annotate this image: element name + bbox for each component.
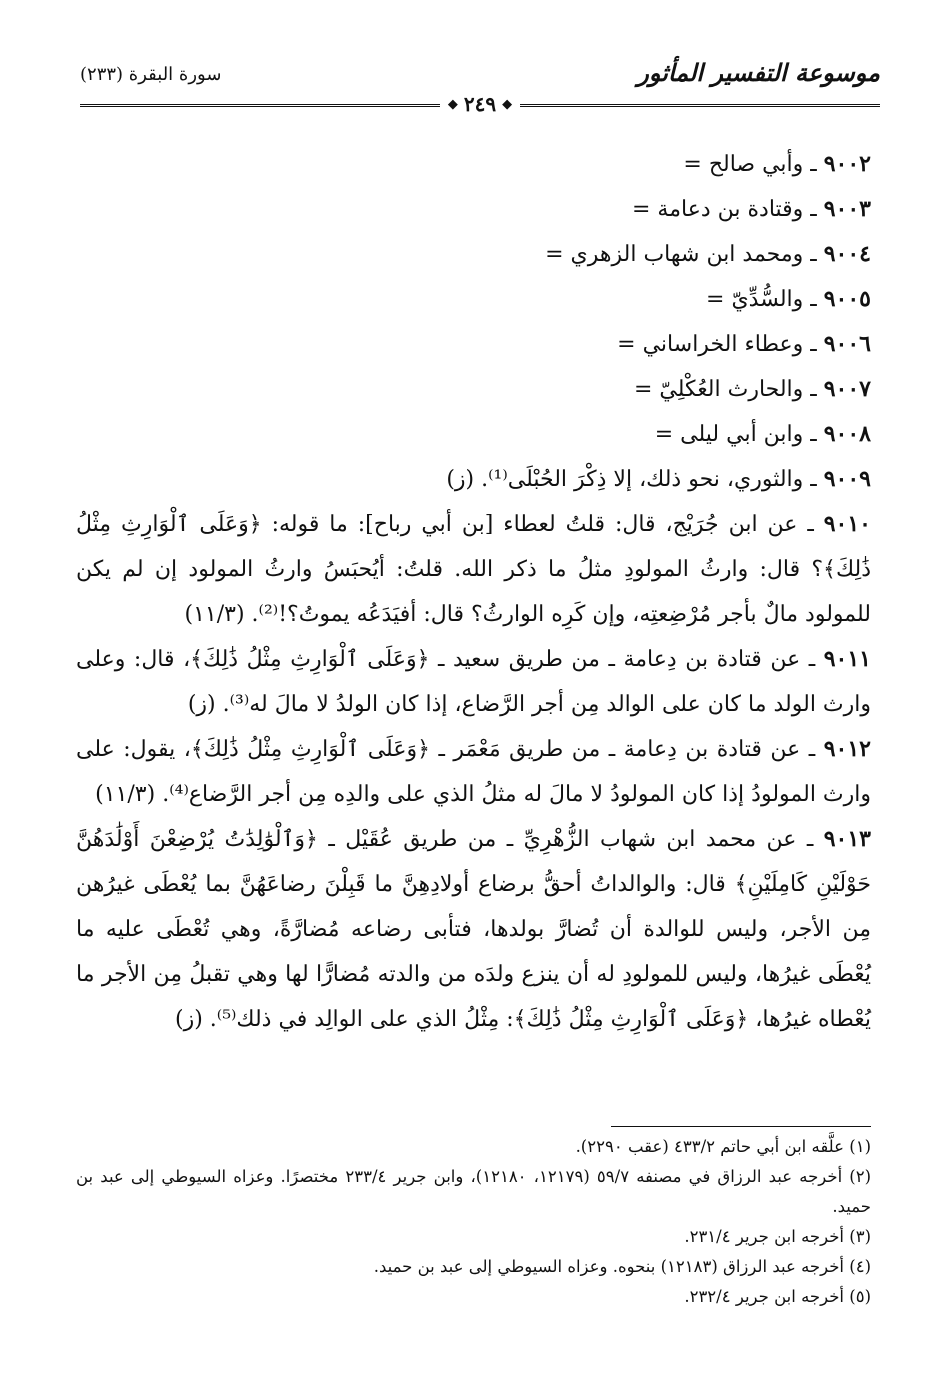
entry-text: ـ والحارث العُكْلِيّ = xyxy=(634,377,824,402)
ornament-left-icon: ◆ xyxy=(447,96,458,112)
page-number: ٢٤٩ xyxy=(463,92,497,116)
page-number-wrap xyxy=(80,94,880,114)
entry xyxy=(76,817,871,1042)
footnote: (١) علَّقه ابن أبي حاتم ٤٣٣/٢ (عقب ٢٢٩٠). xyxy=(575,1137,871,1156)
entry-text: ـ وابن أبي ليلى = xyxy=(654,422,824,447)
entry-number: ٩٠٠٣ xyxy=(823,196,871,222)
footnote: (٥) أخرجه ابن جرير ٢٣٢/٤. xyxy=(684,1287,871,1306)
footnote: (٣) أخرجه ابن جرير ٢٣١/٤. xyxy=(684,1227,871,1246)
entry-number: ٩٠٠٩ xyxy=(823,466,871,492)
footnote: (٢) أخرجه عبد الرزاق في مصنفه ٥٩/٧ (١٢١٧٩، ١٢١٨٠)، وابن جرير ٢٣٣/٤ مختصرًا. وعزاه السيوطي إلى عبد بن حميد. xyxy=(76,1167,872,1216)
page-number-box xyxy=(440,92,520,116)
entry-text: ـ عن قتادة بن دِعامة ـ من طريق سعيد ـ ﴿وَعَلَى ٱلْوَارِثِ مِثْلُ ذَٰلِكَ﴾، قال: وعلى وارث الولد ما كان على الوالد مِن أجر الرَّضاع، إذا كان الولدُ لا مالَ له⁽³⁾. (ز) xyxy=(76,647,871,717)
entry-number: ٩٠١١ xyxy=(823,646,871,672)
entry-number: ٩٠٠٤ xyxy=(823,241,871,267)
entry-number: ٩٠٠٧ xyxy=(823,376,871,402)
entry-text: ـ وقتادة بن دعامة = xyxy=(632,197,824,222)
book-title: موسوعة التفسير المأثور xyxy=(637,58,880,87)
main-text xyxy=(76,142,871,1042)
entry-number: ٩٠٠٦ xyxy=(823,331,871,357)
entry-number: ٩٠١٢ xyxy=(823,736,871,762)
footnote-rule xyxy=(611,1126,871,1127)
entry xyxy=(76,637,871,727)
entry-text: ـ عن محمد ابن شهاب الزُّهْرِيِّ ـ من طريق عُقَيْل ـ ﴿وَٱلْوَٰلِدَٰتُ يُرْضِعْنَ أَوْلَٰدَهُنَّ حَوْلَيْنِ كَامِلَيْنِ﴾ قال: والوالداتُ أحقُّ برضاع أولادِهِنَّ ما قَبِلْنَ رضاعَهُنَّ بما يُعْطَى غيرُهن مِن الأجر، وليس للوالدة أن تُضارَّ بولدها، فتأبى رضاعه مُضارَّةً، وهي تُعْطَى عليه ما يُعْطَى غيرُها، وليس للمولودِ له أن ينزع ولدَه من والدته مُضارًّا لها وهي تقبلُ مِن الأجر ما يُعْطاه غيرُها، ﴿وَعَلَى ٱلْوَارِثِ مِثْلُ ذَٰلِكَ﴾: مِثْلُ الذي على الوالِد في ذلك⁽⁵⁾. (ز) xyxy=(76,827,871,1032)
entry-text: ـ وأبي صالح = xyxy=(683,152,824,177)
entry xyxy=(76,367,871,412)
entry-number: ٩٠١٣ xyxy=(823,826,871,852)
entry xyxy=(76,412,871,457)
footnote: (٤) أخرجه عبد الرزاق (١٢١٨٣) بنحوه. وعزاه السيوطي إلى عبد بن حميد. xyxy=(373,1257,871,1276)
surah-reference: سورة البقرة (٢٣٣) xyxy=(80,64,222,85)
entry-text: ـ وعطاء الخراساني = xyxy=(617,332,824,357)
ornament-right-icon: ◆ xyxy=(502,96,513,112)
entry-number: ٩٠٠٢ xyxy=(823,151,871,177)
entry xyxy=(76,322,871,367)
entry-text: ـ والثوري، نحو ذلك، إلا ذِكْرَ الحُبْلَى⁽¹⁾. (ز) xyxy=(446,467,824,492)
entry-text: ـ عن قتادة بن دِعامة ـ من طريق مَعْمَر ـ ﴿وَعَلَى ٱلْوَارِثِ مِثْلُ ذَٰلِكَ﴾، يقول: على وارث المولودُ إذا كان المولودُ لا مالَ له مثلُ الذي على والدِه مِن أجر الرَّضاع⁽⁴⁾. (١١/٣) xyxy=(76,737,871,807)
entry-number: ٩٠٠٥ xyxy=(823,286,871,312)
entry xyxy=(76,187,871,232)
entry xyxy=(76,232,871,277)
entry-text: ـ ومحمد ابن شهاب الزهري = xyxy=(545,242,824,267)
entry-text: ـ عن ابن جُرَيْج، قال: قلتُ لعطاء [بن أبي رباح]: ما قوله: ﴿وَعَلَى ٱلْوَارِثِ مِثْلُ ذَٰلِكَ﴾؟ قال: وارثُ المولودِ مثلُ ما ذكر الله. قلتُ: أيُحبَسُ وارثُ المولود إن لم يكن للمولود مالٌ بأجر مُرْضِعتِه، وإن كَرِه الوارثُ؟ قال: أفيَدَعُه يموتُ؟!⁽²⁾. (١١/٣) xyxy=(76,512,871,627)
entry-text: ـ والسُّدِّيّ = xyxy=(706,287,824,312)
entry xyxy=(76,727,871,817)
entry-number: ٩٠١٠ xyxy=(823,511,871,537)
entry xyxy=(76,277,871,322)
entry xyxy=(76,457,871,502)
entry xyxy=(76,142,871,187)
running-header xyxy=(80,58,880,116)
entry-number: ٩٠٠٨ xyxy=(823,421,871,447)
footnotes xyxy=(76,1132,871,1312)
entry xyxy=(76,502,871,637)
